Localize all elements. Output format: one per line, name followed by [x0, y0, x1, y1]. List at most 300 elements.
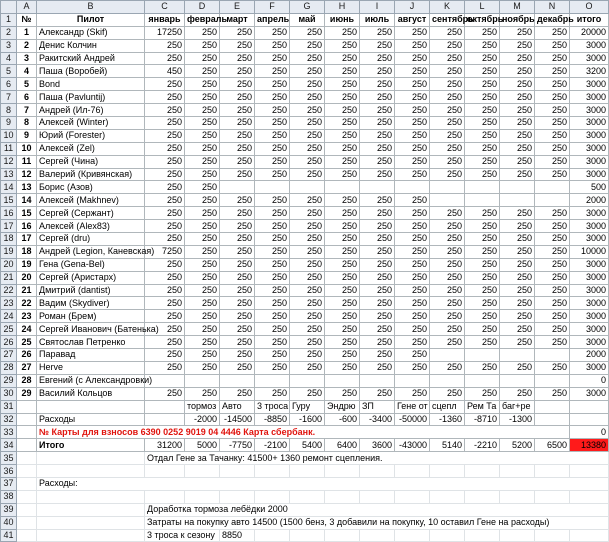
month-value[interactable]: 250	[290, 129, 325, 142]
cell[interactable]	[220, 465, 255, 478]
month-value[interactable]: 250	[255, 233, 290, 246]
totals-value[interactable]: -2100	[255, 439, 290, 452]
cell[interactable]	[17, 400, 37, 413]
row-number[interactable]: 4	[1, 52, 17, 65]
month-value[interactable]: 250	[255, 323, 290, 336]
month-value[interactable]: 250	[145, 194, 185, 207]
pilot-name[interactable]: Борис (Азов)	[37, 181, 145, 194]
month-value[interactable]	[430, 181, 465, 194]
month-value[interactable]: 250	[465, 233, 500, 246]
cell[interactable]	[255, 529, 290, 542]
pilot-name[interactable]: Сергей (dru)	[37, 233, 145, 246]
month-value[interactable]: 250	[325, 297, 360, 310]
cell[interactable]	[395, 465, 430, 478]
cell[interactable]	[185, 465, 220, 478]
pilot-name[interactable]: Гена (Gena-Bel)	[37, 258, 145, 271]
month-value[interactable]: 250	[145, 78, 185, 91]
month-value[interactable]: 250	[325, 220, 360, 233]
month-value[interactable]: 250	[145, 297, 185, 310]
pilot-name[interactable]: Денис Колчин	[37, 39, 145, 52]
month-value[interactable]: 250	[465, 39, 500, 52]
month-value[interactable]: 250	[360, 155, 395, 168]
month-value[interactable]	[465, 349, 500, 362]
month-value[interactable]: 250	[185, 52, 220, 65]
month-value[interactable]: 250	[220, 65, 255, 78]
month-value[interactable]: 250	[145, 361, 185, 374]
pilot-name[interactable]: Алексей (Makhnev)	[37, 194, 145, 207]
column-header-b[interactable]: B	[37, 1, 145, 14]
month-value[interactable]: 250	[255, 117, 290, 130]
header-month[interactable]: декабрь	[535, 13, 570, 26]
month-value[interactable]: 250	[325, 258, 360, 271]
pilot-total[interactable]: 3000	[570, 310, 609, 323]
month-value[interactable]: 250	[500, 220, 535, 233]
pilot-name[interactable]: Алексей (Winter)	[37, 117, 145, 130]
cell[interactable]	[17, 452, 37, 465]
pilot-name[interactable]: Андрей (Legion, Каневская)	[37, 245, 145, 258]
month-value[interactable]: 250	[500, 336, 535, 349]
header-pilot[interactable]: Пилот	[37, 13, 145, 26]
month-value[interactable]: 250	[220, 78, 255, 91]
header-month[interactable]: октябрь	[465, 13, 500, 26]
month-value[interactable]: 250	[255, 387, 290, 400]
month-value[interactable]: 250	[145, 181, 185, 194]
cell[interactable]	[500, 529, 535, 542]
pilot-number[interactable]: 9	[17, 129, 37, 142]
cell[interactable]	[17, 490, 37, 503]
month-value[interactable]: 250	[395, 207, 430, 220]
cell[interactable]	[395, 490, 430, 503]
month-value[interactable]: 250	[325, 349, 360, 362]
month-value[interactable]	[395, 181, 430, 194]
month-value[interactable]: 250	[185, 168, 220, 181]
month-value[interactable]: 250	[255, 129, 290, 142]
month-value[interactable]: 250	[185, 117, 220, 130]
month-value[interactable]	[535, 181, 570, 194]
month-value[interactable]: 250	[255, 207, 290, 220]
pilot-total[interactable]: 3000	[570, 220, 609, 233]
month-value[interactable]: 250	[255, 155, 290, 168]
month-value[interactable]: 250	[430, 65, 465, 78]
header-month[interactable]: февраль	[185, 13, 220, 26]
month-value[interactable]: 250	[395, 361, 430, 374]
header-month[interactable]: апрель	[255, 13, 290, 26]
month-value[interactable]: 250	[395, 220, 430, 233]
month-value[interactable]: 250	[325, 336, 360, 349]
month-value[interactable]: 250	[325, 142, 360, 155]
month-value[interactable]: 250	[395, 271, 430, 284]
month-value[interactable]: 250	[145, 323, 185, 336]
month-value[interactable]	[430, 349, 465, 362]
grand-total[interactable]: 13380	[570, 439, 609, 452]
month-value[interactable]: 250	[290, 284, 325, 297]
month-value[interactable]: 250	[220, 310, 255, 323]
column-header-e[interactable]: E	[220, 1, 255, 14]
row-number[interactable]: 34	[1, 439, 17, 452]
month-value[interactable]: 250	[325, 117, 360, 130]
month-value[interactable]: 250	[430, 117, 465, 130]
month-value[interactable]: 250	[360, 361, 395, 374]
month-value[interactable]: 250	[220, 168, 255, 181]
month-value[interactable]: 250	[395, 233, 430, 246]
month-value[interactable]: 250	[360, 310, 395, 323]
pilot-number[interactable]: 3	[17, 52, 37, 65]
cell[interactable]	[37, 529, 145, 542]
cell[interactable]	[37, 465, 145, 478]
pilot-total[interactable]: 10000	[570, 245, 609, 258]
month-value[interactable]: 250	[360, 233, 395, 246]
cell[interactable]	[255, 465, 290, 478]
month-value[interactable]: 250	[145, 142, 185, 155]
month-value[interactable]: 250	[220, 245, 255, 258]
pilot-name[interactable]: Паша (Воробей)	[37, 65, 145, 78]
month-value[interactable]	[500, 181, 535, 194]
month-value[interactable]: 250	[185, 65, 220, 78]
row-number[interactable]: 8	[1, 104, 17, 117]
month-value[interactable]: 250	[255, 142, 290, 155]
row-number[interactable]: 27	[1, 349, 17, 362]
month-value[interactable]: 250	[430, 91, 465, 104]
cell[interactable]	[465, 465, 500, 478]
pilot-number[interactable]: 25	[17, 336, 37, 349]
totals-value[interactable]: 5140	[430, 439, 465, 452]
cell[interactable]	[17, 516, 37, 529]
month-value[interactable]: 250	[535, 245, 570, 258]
month-value[interactable]: 250	[535, 207, 570, 220]
pilot-total[interactable]: 3200	[570, 65, 609, 78]
month-value[interactable]: 250	[535, 142, 570, 155]
cell[interactable]	[570, 400, 609, 413]
column-header-c[interactable]: C	[145, 1, 185, 14]
totals-value[interactable]: 5200	[500, 439, 535, 452]
totals-label[interactable]: Итого	[37, 439, 145, 452]
month-value[interactable]: 250	[145, 220, 185, 233]
month-value[interactable]: 250	[290, 39, 325, 52]
month-value[interactable]: 250	[325, 323, 360, 336]
header-month[interactable]: ноябрь	[500, 13, 535, 26]
month-value[interactable]: 250	[360, 91, 395, 104]
month-value[interactable]: 250	[535, 258, 570, 271]
expense-value[interactable]: -14500	[220, 413, 255, 426]
month-value[interactable]: 250	[465, 65, 500, 78]
cell[interactable]	[500, 490, 535, 503]
pilot-number[interactable]: 27	[17, 361, 37, 374]
row-number[interactable]: 20	[1, 258, 17, 271]
pilot-number[interactable]: 26	[17, 349, 37, 362]
cell[interactable]	[465, 490, 500, 503]
pilot-number[interactable]: 2	[17, 39, 37, 52]
month-value[interactable]: 250	[185, 181, 220, 194]
pilot-name[interactable]: Ракитский Андрей	[37, 52, 145, 65]
cell[interactable]	[37, 400, 145, 413]
expense-label[interactable]: баг+ре	[500, 400, 535, 413]
pilot-total[interactable]: 0	[570, 374, 609, 387]
month-value[interactable]	[465, 374, 500, 387]
month-value[interactable]: 250	[360, 336, 395, 349]
month-value[interactable]: 250	[145, 39, 185, 52]
month-value[interactable]: 250	[535, 155, 570, 168]
pilot-number[interactable]: 24	[17, 323, 37, 336]
month-value[interactable]: 250	[290, 310, 325, 323]
month-value[interactable]: 450	[145, 65, 185, 78]
month-value[interactable]: 250	[325, 310, 360, 323]
month-value[interactable]: 17250	[145, 26, 185, 39]
month-value[interactable]: 250	[430, 387, 465, 400]
month-value[interactable]: 250	[430, 233, 465, 246]
month-value[interactable]: 250	[290, 91, 325, 104]
pilot-number[interactable]: 29	[17, 387, 37, 400]
pilot-name[interactable]: Валерий (Кривянская)	[37, 168, 145, 181]
row-number[interactable]: 28	[1, 361, 17, 374]
pilot-total[interactable]: 2000	[570, 194, 609, 207]
pilot-number[interactable]: 4	[17, 65, 37, 78]
month-value[interactable]: 250	[145, 104, 185, 117]
month-value[interactable]: 250	[430, 78, 465, 91]
month-value[interactable]: 250	[500, 129, 535, 142]
cell[interactable]	[145, 465, 185, 478]
month-value[interactable]: 250	[535, 336, 570, 349]
pilot-number[interactable]: 15	[17, 207, 37, 220]
month-value[interactable]: 250	[255, 65, 290, 78]
month-value[interactable]: 250	[325, 271, 360, 284]
month-value[interactable]: 250	[290, 155, 325, 168]
pilot-total[interactable]: 3000	[570, 297, 609, 310]
month-value[interactable]: 250	[145, 258, 185, 271]
month-value[interactable]: 250	[465, 207, 500, 220]
month-value[interactable]: 250	[500, 323, 535, 336]
month-value[interactable]: 250	[220, 194, 255, 207]
row-number[interactable]: 11	[1, 142, 17, 155]
pilot-name[interactable]: Александр (Skif)	[37, 26, 145, 39]
month-value[interactable]: 250	[220, 91, 255, 104]
row-number[interactable]: 2	[1, 26, 17, 39]
pilot-name[interactable]: Алексей (Alex83)	[37, 220, 145, 233]
month-value[interactable]: 250	[290, 387, 325, 400]
cell[interactable]	[17, 477, 37, 490]
totals-value[interactable]: -2210	[465, 439, 500, 452]
column-header-l[interactable]: L	[465, 1, 500, 14]
month-value[interactable]: 250	[325, 194, 360, 207]
month-value[interactable]: 250	[535, 117, 570, 130]
expense-value[interactable]: -1300	[500, 413, 535, 426]
month-value[interactable]: 250	[290, 220, 325, 233]
month-value[interactable]	[500, 349, 535, 362]
month-value[interactable]: 250	[430, 26, 465, 39]
month-value[interactable]: 250	[220, 233, 255, 246]
month-value[interactable]: 250	[395, 349, 430, 362]
cell[interactable]	[255, 490, 290, 503]
month-value[interactable]: 250	[255, 91, 290, 104]
cell[interactable]	[430, 529, 465, 542]
pilot-total[interactable]: 3000	[570, 52, 609, 65]
row-number[interactable]: 14	[1, 181, 17, 194]
pilot-total[interactable]: 3000	[570, 336, 609, 349]
pilot-total[interactable]: 3000	[570, 387, 609, 400]
month-value[interactable]: 250	[500, 39, 535, 52]
month-value[interactable]: 250	[500, 155, 535, 168]
expense-value[interactable]: -50000	[395, 413, 430, 426]
row-number[interactable]: 32	[1, 413, 17, 426]
month-value[interactable]: 250	[255, 310, 290, 323]
month-value[interactable]: 250	[500, 361, 535, 374]
header-month[interactable]: март	[220, 13, 255, 26]
cell[interactable]	[37, 490, 145, 503]
month-value[interactable]: 250	[220, 155, 255, 168]
cell[interactable]	[17, 503, 37, 516]
month-value[interactable]	[535, 194, 570, 207]
month-value[interactable]: 250	[290, 78, 325, 91]
month-value[interactable]: 250	[325, 39, 360, 52]
month-value[interactable]: 250	[360, 194, 395, 207]
month-value[interactable]: 250	[360, 207, 395, 220]
month-value[interactable]	[325, 374, 360, 387]
month-value[interactable]: 250	[185, 361, 220, 374]
month-value[interactable]: 250	[395, 39, 430, 52]
month-value[interactable]: 250	[535, 104, 570, 117]
month-value[interactable]: 250	[500, 26, 535, 39]
month-value[interactable]: 250	[185, 104, 220, 117]
month-value[interactable]: 250	[395, 26, 430, 39]
month-value[interactable]: 250	[290, 194, 325, 207]
pilot-number[interactable]: 1	[17, 26, 37, 39]
month-value[interactable]	[220, 374, 255, 387]
header-month[interactable]: май	[290, 13, 325, 26]
month-value[interactable]: 250	[500, 104, 535, 117]
pilot-number[interactable]: 6	[17, 91, 37, 104]
month-value[interactable]: 250	[395, 194, 430, 207]
month-value[interactable]	[360, 374, 395, 387]
month-value[interactable]: 250	[290, 336, 325, 349]
row-number[interactable]: 23	[1, 297, 17, 310]
column-header-g[interactable]: G	[290, 1, 325, 14]
month-value[interactable]: 250	[290, 52, 325, 65]
month-value[interactable]	[290, 181, 325, 194]
month-value[interactable]: 250	[325, 129, 360, 142]
month-value[interactable]: 250	[465, 142, 500, 155]
month-value[interactable]: 250	[220, 271, 255, 284]
cell[interactable]	[17, 426, 37, 439]
row-number[interactable]: 26	[1, 336, 17, 349]
column-header-h[interactable]: H	[325, 1, 360, 14]
month-value[interactable]: 250	[185, 26, 220, 39]
cell[interactable]	[360, 465, 395, 478]
month-value[interactable]: 250	[255, 104, 290, 117]
month-value[interactable]: 250	[395, 284, 430, 297]
row-number[interactable]: 30	[1, 387, 17, 400]
month-value[interactable]: 250	[500, 91, 535, 104]
month-value[interactable]: 250	[185, 271, 220, 284]
month-value[interactable]: 250	[145, 129, 185, 142]
month-value[interactable]: 250	[185, 78, 220, 91]
month-value[interactable]	[325, 181, 360, 194]
cell[interactable]	[17, 465, 37, 478]
month-value[interactable]: 250	[430, 155, 465, 168]
month-value[interactable]: 250	[255, 336, 290, 349]
month-value[interactable]: 250	[465, 104, 500, 117]
month-value[interactable]: 250	[395, 168, 430, 181]
month-value[interactable]: 250	[325, 52, 360, 65]
month-value[interactable]: 250	[145, 336, 185, 349]
month-value[interactable]: 250	[290, 104, 325, 117]
row-number[interactable]: 38	[1, 490, 17, 503]
cell[interactable]	[185, 490, 220, 503]
month-value[interactable]: 250	[220, 117, 255, 130]
pilot-number[interactable]: 16	[17, 220, 37, 233]
totals-value[interactable]: 5400	[290, 439, 325, 452]
cell[interactable]	[430, 490, 465, 503]
month-value[interactable]: 250	[535, 168, 570, 181]
month-value[interactable]: 250	[220, 220, 255, 233]
month-value[interactable]	[220, 181, 255, 194]
header-total[interactable]: итого	[570, 13, 609, 26]
month-value[interactable]: 250	[185, 245, 220, 258]
cell[interactable]	[17, 413, 37, 426]
month-value[interactable]: 250	[360, 220, 395, 233]
month-value[interactable]: 250	[430, 323, 465, 336]
pilot-name[interactable]: Роман (Брем)	[37, 310, 145, 323]
month-value[interactable]: 250	[360, 129, 395, 142]
month-value[interactable]: 250	[500, 387, 535, 400]
month-value[interactable]: 250	[255, 78, 290, 91]
month-value[interactable]: 250	[145, 168, 185, 181]
pilot-name[interactable]: Василий Кольцов	[37, 387, 145, 400]
month-value[interactable]: 250	[360, 284, 395, 297]
expense-value[interactable]: -8710	[465, 413, 500, 426]
month-value[interactable]: 250	[325, 26, 360, 39]
pilot-total[interactable]: 3000	[570, 323, 609, 336]
cell[interactable]	[465, 529, 500, 542]
header-month[interactable]: июль	[360, 13, 395, 26]
pilot-number[interactable]: 7	[17, 104, 37, 117]
pilot-number[interactable]: 28	[17, 374, 37, 387]
totals-value[interactable]: -7750	[220, 439, 255, 452]
cell[interactable]	[535, 465, 570, 478]
month-value[interactable]: 250	[220, 104, 255, 117]
month-value[interactable]: 250	[500, 207, 535, 220]
month-value[interactable]: 250	[325, 65, 360, 78]
month-value[interactable]: 250	[535, 91, 570, 104]
month-value[interactable]: 250	[255, 258, 290, 271]
row-number[interactable]: 37	[1, 477, 17, 490]
month-value[interactable]: 250	[395, 297, 430, 310]
month-value[interactable]: 250	[430, 52, 465, 65]
pilot-number[interactable]: 22	[17, 297, 37, 310]
month-value[interactable]: 250	[185, 336, 220, 349]
expense-label[interactable]: Гене от	[395, 400, 430, 413]
header-month[interactable]: июнь	[325, 13, 360, 26]
month-value[interactable]: 250	[290, 271, 325, 284]
month-value[interactable]: 250	[430, 168, 465, 181]
note-text[interactable]: Затраты на покупку авто 14500 (1500 бенз, 3 добавили на покупку, 10 оставил Гене на расходы)	[145, 516, 609, 529]
month-value[interactable]: 250	[290, 117, 325, 130]
month-value[interactable]: 250	[185, 323, 220, 336]
cell[interactable]	[145, 413, 185, 426]
month-value[interactable]: 250	[255, 245, 290, 258]
pilot-name[interactable]: Сергей (Чина)	[37, 155, 145, 168]
month-value[interactable]: 250	[395, 387, 430, 400]
cell[interactable]	[535, 400, 570, 413]
pilot-name[interactable]: Сергей Иванович (Батенька)	[37, 323, 145, 336]
note-value[interactable]: 8850	[220, 529, 255, 542]
row-number[interactable]: 5	[1, 65, 17, 78]
note-text[interactable]: Доработка тормоза лебёдки 2000	[145, 503, 609, 516]
month-value[interactable]: 250	[395, 142, 430, 155]
month-value[interactable]	[535, 374, 570, 387]
month-value[interactable]: 250	[360, 104, 395, 117]
row-number[interactable]: 40	[1, 516, 17, 529]
cell[interactable]	[535, 413, 570, 426]
pilot-total[interactable]: 3000	[570, 117, 609, 130]
